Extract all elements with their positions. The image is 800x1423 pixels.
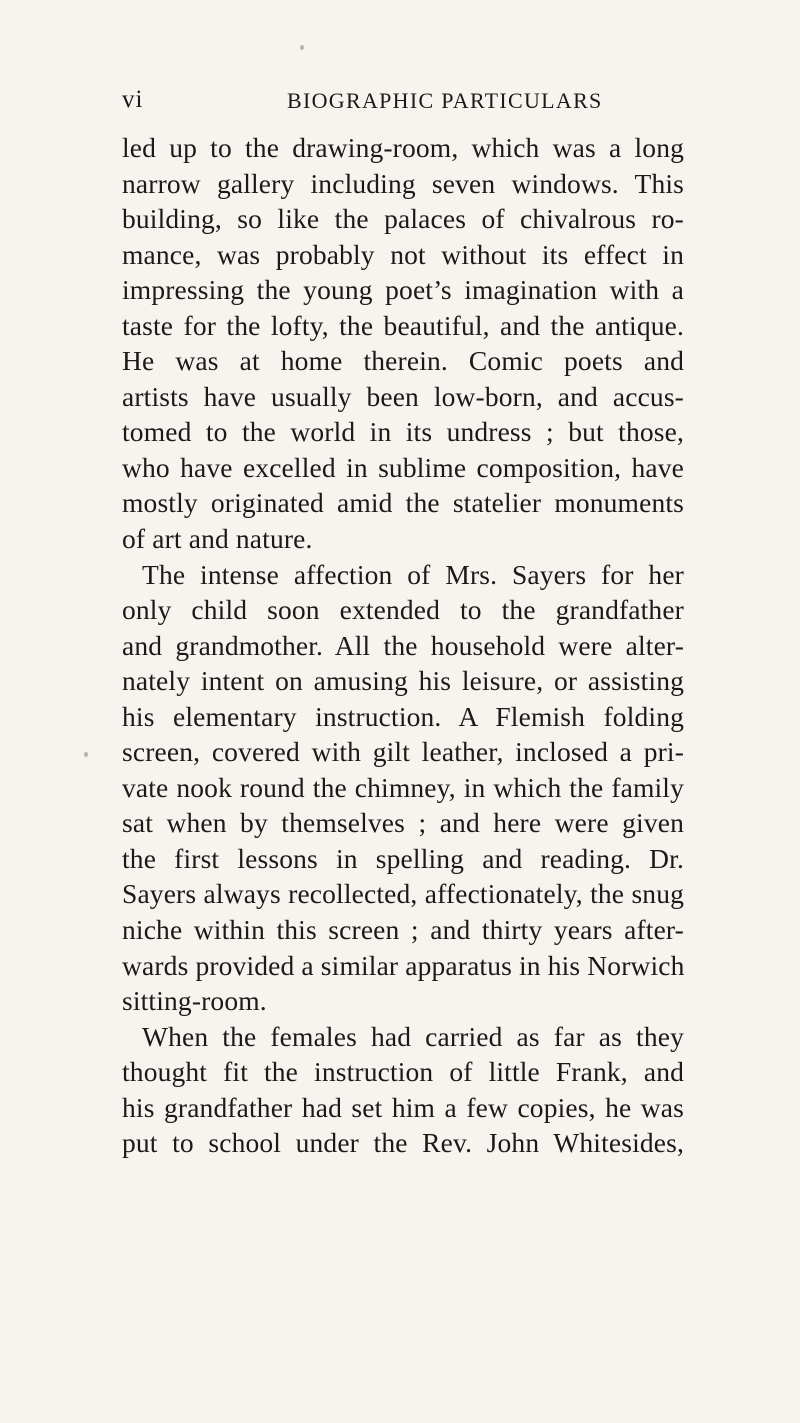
running-title: BIOGRAPHIC PARTICULARS bbox=[287, 88, 603, 113]
text-line: only child soon extended to the grandfather bbox=[122, 594, 684, 626]
text-line: thought fit the instruction of little Frank, and bbox=[122, 1056, 684, 1088]
paper-speck bbox=[300, 45, 304, 50]
text-line: screen, covered with gilt leather, inclosed a pri- bbox=[122, 736, 684, 768]
text-line: his elementary instruction. A Flemish folding bbox=[122, 700, 684, 732]
text-line: artists have usually been low-born, and accus- bbox=[122, 380, 684, 412]
text-line: of art and nature. bbox=[122, 523, 313, 555]
page-number: vi bbox=[122, 86, 144, 113]
text-line: impressing the young poet’s imagination with a bbox=[122, 274, 684, 306]
text-line: led up to the drawing-room, which was a long bbox=[122, 132, 684, 163]
text-line: taste for the lofty, the beautiful, and the antique. bbox=[122, 309, 684, 341]
body-text bbox=[122, 130, 684, 1161]
text-line: mance, was probably not without its effect in bbox=[122, 238, 684, 270]
text-line: the first lessons in spelling and reading. Dr. bbox=[122, 842, 684, 874]
text-line: mostly originated amid the statelier monuments bbox=[122, 487, 684, 519]
text-line: He was at home therein. Comic poets and bbox=[122, 345, 684, 377]
text-line: sat when by themselves ; and here were given bbox=[122, 807, 684, 839]
text-line: and grandmother. All the household were alter- bbox=[122, 629, 684, 661]
text-line: Sayers always recollected, affectionately, the snug bbox=[122, 878, 684, 910]
text-line: who have excelled in sublime composition, have bbox=[122, 451, 684, 483]
text-line: The intense affection of Mrs. Sayers for her bbox=[142, 558, 684, 590]
paper-speck bbox=[84, 752, 88, 757]
text-line: vate nook round the chimney, in which the family bbox=[122, 771, 684, 803]
page-header bbox=[122, 86, 682, 126]
text-line: his grandfather had set him a few copies, he was bbox=[122, 1091, 684, 1123]
text-line: nately intent on amusing his leisure, or assisting bbox=[122, 665, 684, 697]
text-line: When the females had carried as far as they bbox=[142, 1020, 684, 1052]
text-line: tomed to the world in its undress ; but those, bbox=[122, 416, 684, 448]
text-line: sitting-room. bbox=[122, 985, 267, 1017]
text-line: narrow gallery including seven windows. This bbox=[122, 167, 684, 199]
text-line: put to school under the Rev. John Whitesides, bbox=[122, 1127, 684, 1159]
text-line: niche within this screen ; and thirty years after- bbox=[122, 914, 684, 946]
text-line: wards provided a similar apparatus in his Norwich bbox=[122, 949, 685, 981]
text-line: building, so like the palaces of chivalrous ro- bbox=[122, 203, 684, 235]
